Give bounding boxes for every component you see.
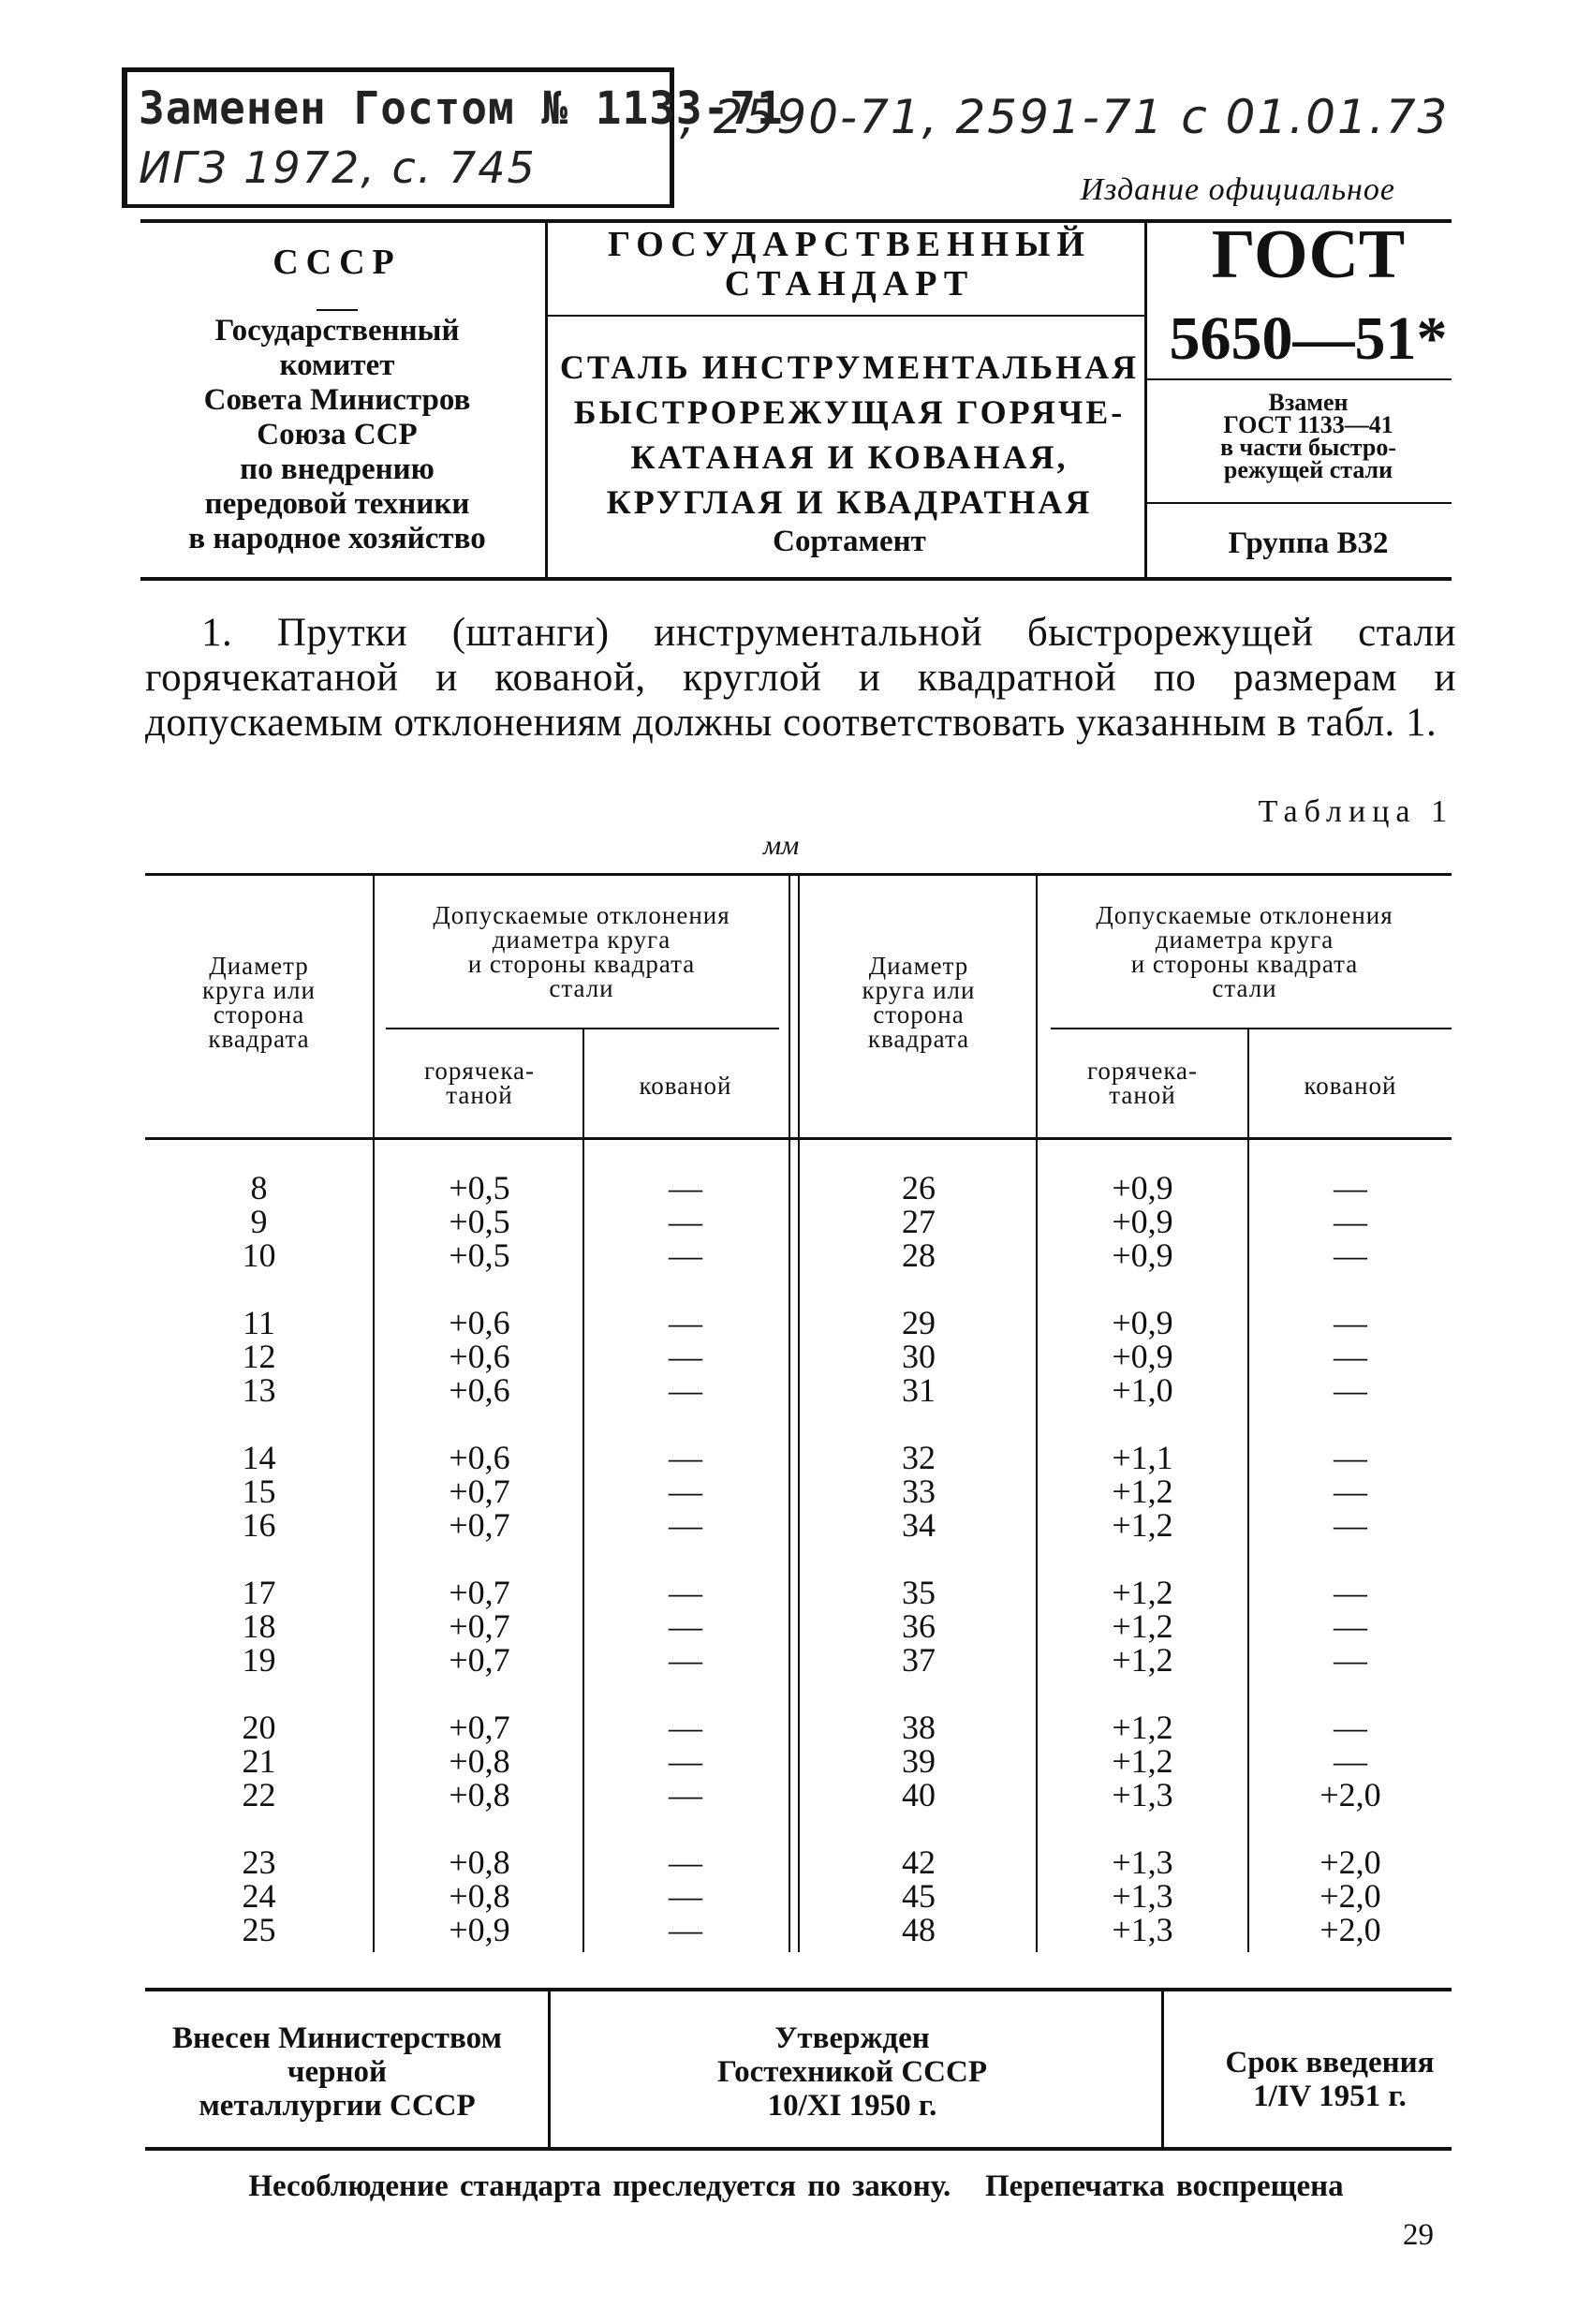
diameter-cell: 29 bbox=[902, 1304, 936, 1341]
country-label: СССР bbox=[273, 243, 402, 282]
hot-rolled-tolerance-cell: +0,7 bbox=[449, 1473, 510, 1510]
hot-rolled-tolerance-cell: +0,9 bbox=[1112, 1169, 1173, 1206]
effective-date: Срок введения 1/IV 1951 г. bbox=[1225, 2046, 1435, 2113]
diameter-cell: 31 bbox=[902, 1371, 936, 1409]
forged-tolerance-cell: — bbox=[1334, 1506, 1367, 1544]
footer-divider-2 bbox=[1161, 1991, 1164, 2147]
forged-tolerance-cell: — bbox=[1334, 1371, 1367, 1409]
diameter-cell: 21 bbox=[242, 1742, 276, 1780]
forged-tolerance-cell: — bbox=[669, 1169, 702, 1206]
approved-by: Утвержден Гостехникой СССР 10/XI 1950 г. bbox=[717, 2021, 987, 2123]
hot-rolled-tolerance-cell: +0,6 bbox=[449, 1304, 510, 1341]
hot-rolled-tolerance-cell: +0,8 bbox=[449, 1776, 510, 1813]
forged-tolerance-cell: — bbox=[1334, 1473, 1367, 1510]
country-underline bbox=[317, 309, 358, 311]
header-tolerance-left: Допускаемые отклонения диаметра круга и стороны квадрата стали bbox=[433, 901, 730, 1002]
forged-tolerance-cell: — bbox=[669, 1371, 702, 1409]
diameter-cell: 36 bbox=[902, 1607, 936, 1645]
header-divider-2 bbox=[1144, 219, 1147, 579]
forged-tolerance-cell: — bbox=[1334, 1169, 1367, 1206]
header-divider-1 bbox=[545, 219, 548, 579]
hot-rolled-tolerance-cell: +1,1 bbox=[1112, 1439, 1173, 1476]
hot-rolled-tolerance-cell: +1,2 bbox=[1112, 1641, 1173, 1679]
edition-label: Издание официальное bbox=[1080, 172, 1395, 207]
group-code: Группа В32 bbox=[1228, 526, 1389, 560]
hot-rolled-tolerance-cell: +1,2 bbox=[1112, 1574, 1173, 1611]
forged-tolerance-cell: — bbox=[669, 1776, 702, 1813]
introduced-by: Внесен Министерством черной металлургии СССР bbox=[172, 2021, 502, 2123]
diameter-cell: 24 bbox=[242, 1877, 276, 1915]
diameter-cell: 27 bbox=[902, 1203, 936, 1240]
hot-rolled-tolerance-cell: +0,8 bbox=[449, 1742, 510, 1780]
committee-name: Государственный комитет Совета Министров Союза ССР по внедрению передовой техники в народное хозяйство bbox=[188, 314, 486, 555]
state-standard-label: ГОСУДАРСТВЕННЫЙ СТАНДАРТ bbox=[608, 225, 1091, 303]
hot-rolled-tolerance-cell: +1,2 bbox=[1112, 1607, 1173, 1645]
hot-rolled-tolerance-cell: +1,3 bbox=[1112, 1877, 1173, 1915]
center-double-rule-a bbox=[789, 875, 790, 1952]
standard-subtitle: Сортамент bbox=[773, 525, 926, 558]
diameter-cell: 26 bbox=[902, 1169, 936, 1206]
forged-tolerance-cell: — bbox=[1334, 1203, 1367, 1240]
hot-rolled-tolerance-cell: +0,5 bbox=[449, 1169, 510, 1206]
diameter-cell: 25 bbox=[242, 1911, 276, 1948]
diameter-cell: 39 bbox=[902, 1742, 936, 1780]
table-caption: Таблица 1 bbox=[1258, 794, 1453, 829]
diameter-cell: 40 bbox=[902, 1776, 936, 1813]
table-bottom-rule bbox=[145, 1988, 1452, 1991]
diameter-cell: 13 bbox=[242, 1371, 276, 1409]
hot-rolled-tolerance-cell: +0,9 bbox=[1112, 1203, 1173, 1240]
diameter-cell: 28 bbox=[902, 1236, 936, 1274]
forged-tolerance-cell: — bbox=[1334, 1607, 1367, 1645]
forged-tolerance-cell: — bbox=[1334, 1709, 1367, 1746]
forged-tolerance-cell: +2,0 bbox=[1319, 1776, 1381, 1813]
hot-rolled-tolerance-cell: +0,7 bbox=[449, 1709, 510, 1746]
hot-rolled-tolerance-cell: +0,6 bbox=[449, 1439, 510, 1476]
forged-tolerance-cell: — bbox=[669, 1473, 702, 1510]
hot-rolled-tolerance-cell: +1,2 bbox=[1112, 1709, 1173, 1746]
handwritten-note: , 2590-71, 2591-71 с 01.01.73 bbox=[680, 90, 1450, 144]
header-forged-right: кованой bbox=[1304, 1072, 1397, 1100]
forged-tolerance-cell: — bbox=[669, 1607, 702, 1645]
diameter-cell: 14 bbox=[242, 1439, 276, 1476]
forged-tolerance-cell: — bbox=[1334, 1742, 1367, 1780]
diameter-cell: 30 bbox=[902, 1338, 936, 1375]
hot-rolled-tolerance-cell: +1,2 bbox=[1112, 1742, 1173, 1780]
gost-label: ГОСТ bbox=[1211, 216, 1406, 293]
diameter-cell: 42 bbox=[902, 1843, 936, 1881]
diameter-cell: 9 bbox=[250, 1203, 268, 1240]
forged-tolerance-cell: +2,0 bbox=[1319, 1911, 1381, 1948]
hot-rolled-tolerance-cell: +0,9 bbox=[449, 1911, 510, 1948]
hot-rolled-tolerance-cell: +0,7 bbox=[449, 1574, 510, 1611]
diameter-cell: 15 bbox=[242, 1473, 276, 1510]
diameter-cell: 23 bbox=[242, 1843, 276, 1881]
forged-tolerance-cell: — bbox=[669, 1742, 702, 1780]
page-number: 29 bbox=[1403, 2218, 1434, 2252]
hot-rolled-tolerance-cell: +0,8 bbox=[449, 1843, 510, 1881]
hot-rolled-tolerance-cell: +0,9 bbox=[1112, 1338, 1173, 1375]
forged-tolerance-cell: — bbox=[669, 1641, 702, 1679]
stamp-line-2: ИГЗ 1972, с. 745 bbox=[139, 142, 537, 193]
diameter-cell: 8 bbox=[250, 1169, 268, 1206]
forged-tolerance-cell: — bbox=[1334, 1641, 1367, 1679]
forged-tolerance-cell: — bbox=[669, 1506, 702, 1544]
hot-rolled-tolerance-cell: +0,9 bbox=[1112, 1236, 1173, 1274]
diameter-cell: 18 bbox=[242, 1607, 276, 1645]
forged-tolerance-cell: — bbox=[669, 1304, 702, 1341]
forged-tolerance-cell: — bbox=[669, 1709, 702, 1746]
header-diameter-right: Диаметр круга или сторона квадрата bbox=[862, 952, 976, 1053]
clause-1-text: 1. Прутки (штанги) инструментальной быстрорежущей стали горячекатаной и кованой, круглой и квадратной по размерам и допускаемым отклонениям должны соответствовать указанным в табл. 1. bbox=[145, 611, 1456, 745]
hot-rolled-tolerance-cell: +1,3 bbox=[1112, 1843, 1173, 1881]
header-forged-left: кованой bbox=[639, 1072, 732, 1100]
hot-rolled-tolerance-cell: +0,9 bbox=[1112, 1304, 1173, 1341]
diameter-cell: 48 bbox=[902, 1911, 936, 1948]
forged-tolerance-cell: — bbox=[1334, 1338, 1367, 1375]
hot-rolled-tolerance-cell: +0,6 bbox=[449, 1338, 510, 1375]
diameter-cell: 34 bbox=[902, 1506, 936, 1544]
diameter-cell: 38 bbox=[902, 1709, 936, 1746]
hot-rolled-tolerance-cell: +1,2 bbox=[1112, 1506, 1173, 1544]
forged-tolerance-cell: — bbox=[669, 1877, 702, 1915]
gost-rule-1 bbox=[1146, 378, 1452, 380]
diameter-cell: 35 bbox=[902, 1574, 936, 1611]
hot-rolled-tolerance-cell: +0,5 bbox=[449, 1236, 510, 1274]
diameter-cell: 32 bbox=[902, 1439, 936, 1476]
hot-rolled-tolerance-cell: +0,6 bbox=[449, 1371, 510, 1409]
diameter-cell: 12 bbox=[242, 1338, 276, 1375]
center-double-rule-b bbox=[798, 875, 800, 1952]
forged-tolerance-cell: — bbox=[669, 1236, 702, 1274]
diameter-cell: 20 bbox=[242, 1709, 276, 1746]
forged-tolerance-cell: — bbox=[669, 1574, 702, 1611]
diameter-cell: 11 bbox=[243, 1304, 275, 1341]
diameter-cell: 16 bbox=[242, 1506, 276, 1544]
diameter-cell: 45 bbox=[902, 1877, 936, 1915]
standard-title: СТАЛЬ ИНСТРУМЕНТАЛЬНАЯ БЫСТРОРЕЖУЩАЯ ГОРЯЧЕ- КАТАНАЯ И КОВАНАЯ, КРУГЛАЯ И КВАДРАТНАЯ bbox=[559, 348, 1140, 521]
footer-divider-1 bbox=[548, 1991, 551, 2147]
forged-tolerance-cell: +2,0 bbox=[1319, 1877, 1381, 1915]
hot-rolled-tolerance-cell: +0,7 bbox=[449, 1641, 510, 1679]
forged-tolerance-cell: — bbox=[669, 1911, 702, 1948]
forged-tolerance-cell: — bbox=[1334, 1236, 1367, 1274]
header-mid-rule bbox=[547, 315, 1144, 317]
forged-tolerance-cell: — bbox=[669, 1338, 702, 1375]
right-subheader-rule bbox=[1051, 1028, 1452, 1029]
hot-rolled-tolerance-cell: +0,7 bbox=[449, 1607, 510, 1645]
col-divider-1 bbox=[373, 875, 375, 1952]
forged-tolerance-cell: — bbox=[1334, 1574, 1367, 1611]
diameter-cell: 22 bbox=[242, 1776, 276, 1813]
hot-rolled-tolerance-cell: +0,7 bbox=[449, 1506, 510, 1544]
diameter-cell: 33 bbox=[902, 1473, 936, 1510]
footer-bottom-rule bbox=[145, 2147, 1452, 2151]
forged-tolerance-cell: +2,0 bbox=[1319, 1843, 1381, 1881]
forged-tolerance-cell: — bbox=[1334, 1304, 1367, 1341]
hot-rolled-tolerance-cell: +1,2 bbox=[1112, 1473, 1173, 1510]
diameter-cell: 19 bbox=[242, 1641, 276, 1679]
replaces-note: Взамен ГОСТ 1133—41 в части быстро- режущей стали bbox=[1219, 389, 1397, 483]
gost-rule-2 bbox=[1146, 502, 1452, 504]
forged-tolerance-cell: — bbox=[669, 1439, 702, 1476]
forged-tolerance-cell: — bbox=[1334, 1439, 1367, 1476]
diameter-cell: 17 bbox=[242, 1574, 276, 1611]
header-bottom-rule bbox=[140, 577, 1452, 581]
header-hot-rolled-right: горячека- таной bbox=[1086, 1057, 1199, 1109]
units-label: мм bbox=[763, 830, 800, 861]
stamp-line-1: Заменен Гостом № 1133-71 bbox=[139, 81, 784, 135]
hot-rolled-tolerance-cell: +0,8 bbox=[449, 1877, 510, 1915]
hot-rolled-tolerance-cell: +1,3 bbox=[1112, 1911, 1173, 1948]
legal-warning: Несоблюдение стандарта преследуется по закону. Перепечатка воспрещена bbox=[248, 2169, 1344, 2203]
header-hot-rolled-left: горячека- таной bbox=[423, 1057, 536, 1109]
hot-rolled-tolerance-cell: +0,5 bbox=[449, 1203, 510, 1240]
hot-rolled-tolerance-cell: +1,0 bbox=[1112, 1371, 1173, 1409]
header-tolerance-right: Допускаемые отклонения диаметра круга и стороны квадрата стали bbox=[1096, 901, 1393, 1002]
diameter-cell: 37 bbox=[902, 1641, 936, 1679]
hot-rolled-tolerance-cell: +1,3 bbox=[1112, 1776, 1173, 1813]
forged-tolerance-cell: — bbox=[669, 1203, 702, 1240]
header-diameter-left: Диаметр круга или сторона квадрата bbox=[202, 952, 316, 1053]
gost-number: 5650—51* bbox=[1169, 304, 1448, 373]
diameter-cell: 10 bbox=[242, 1236, 276, 1274]
forged-tolerance-cell: — bbox=[669, 1843, 702, 1881]
